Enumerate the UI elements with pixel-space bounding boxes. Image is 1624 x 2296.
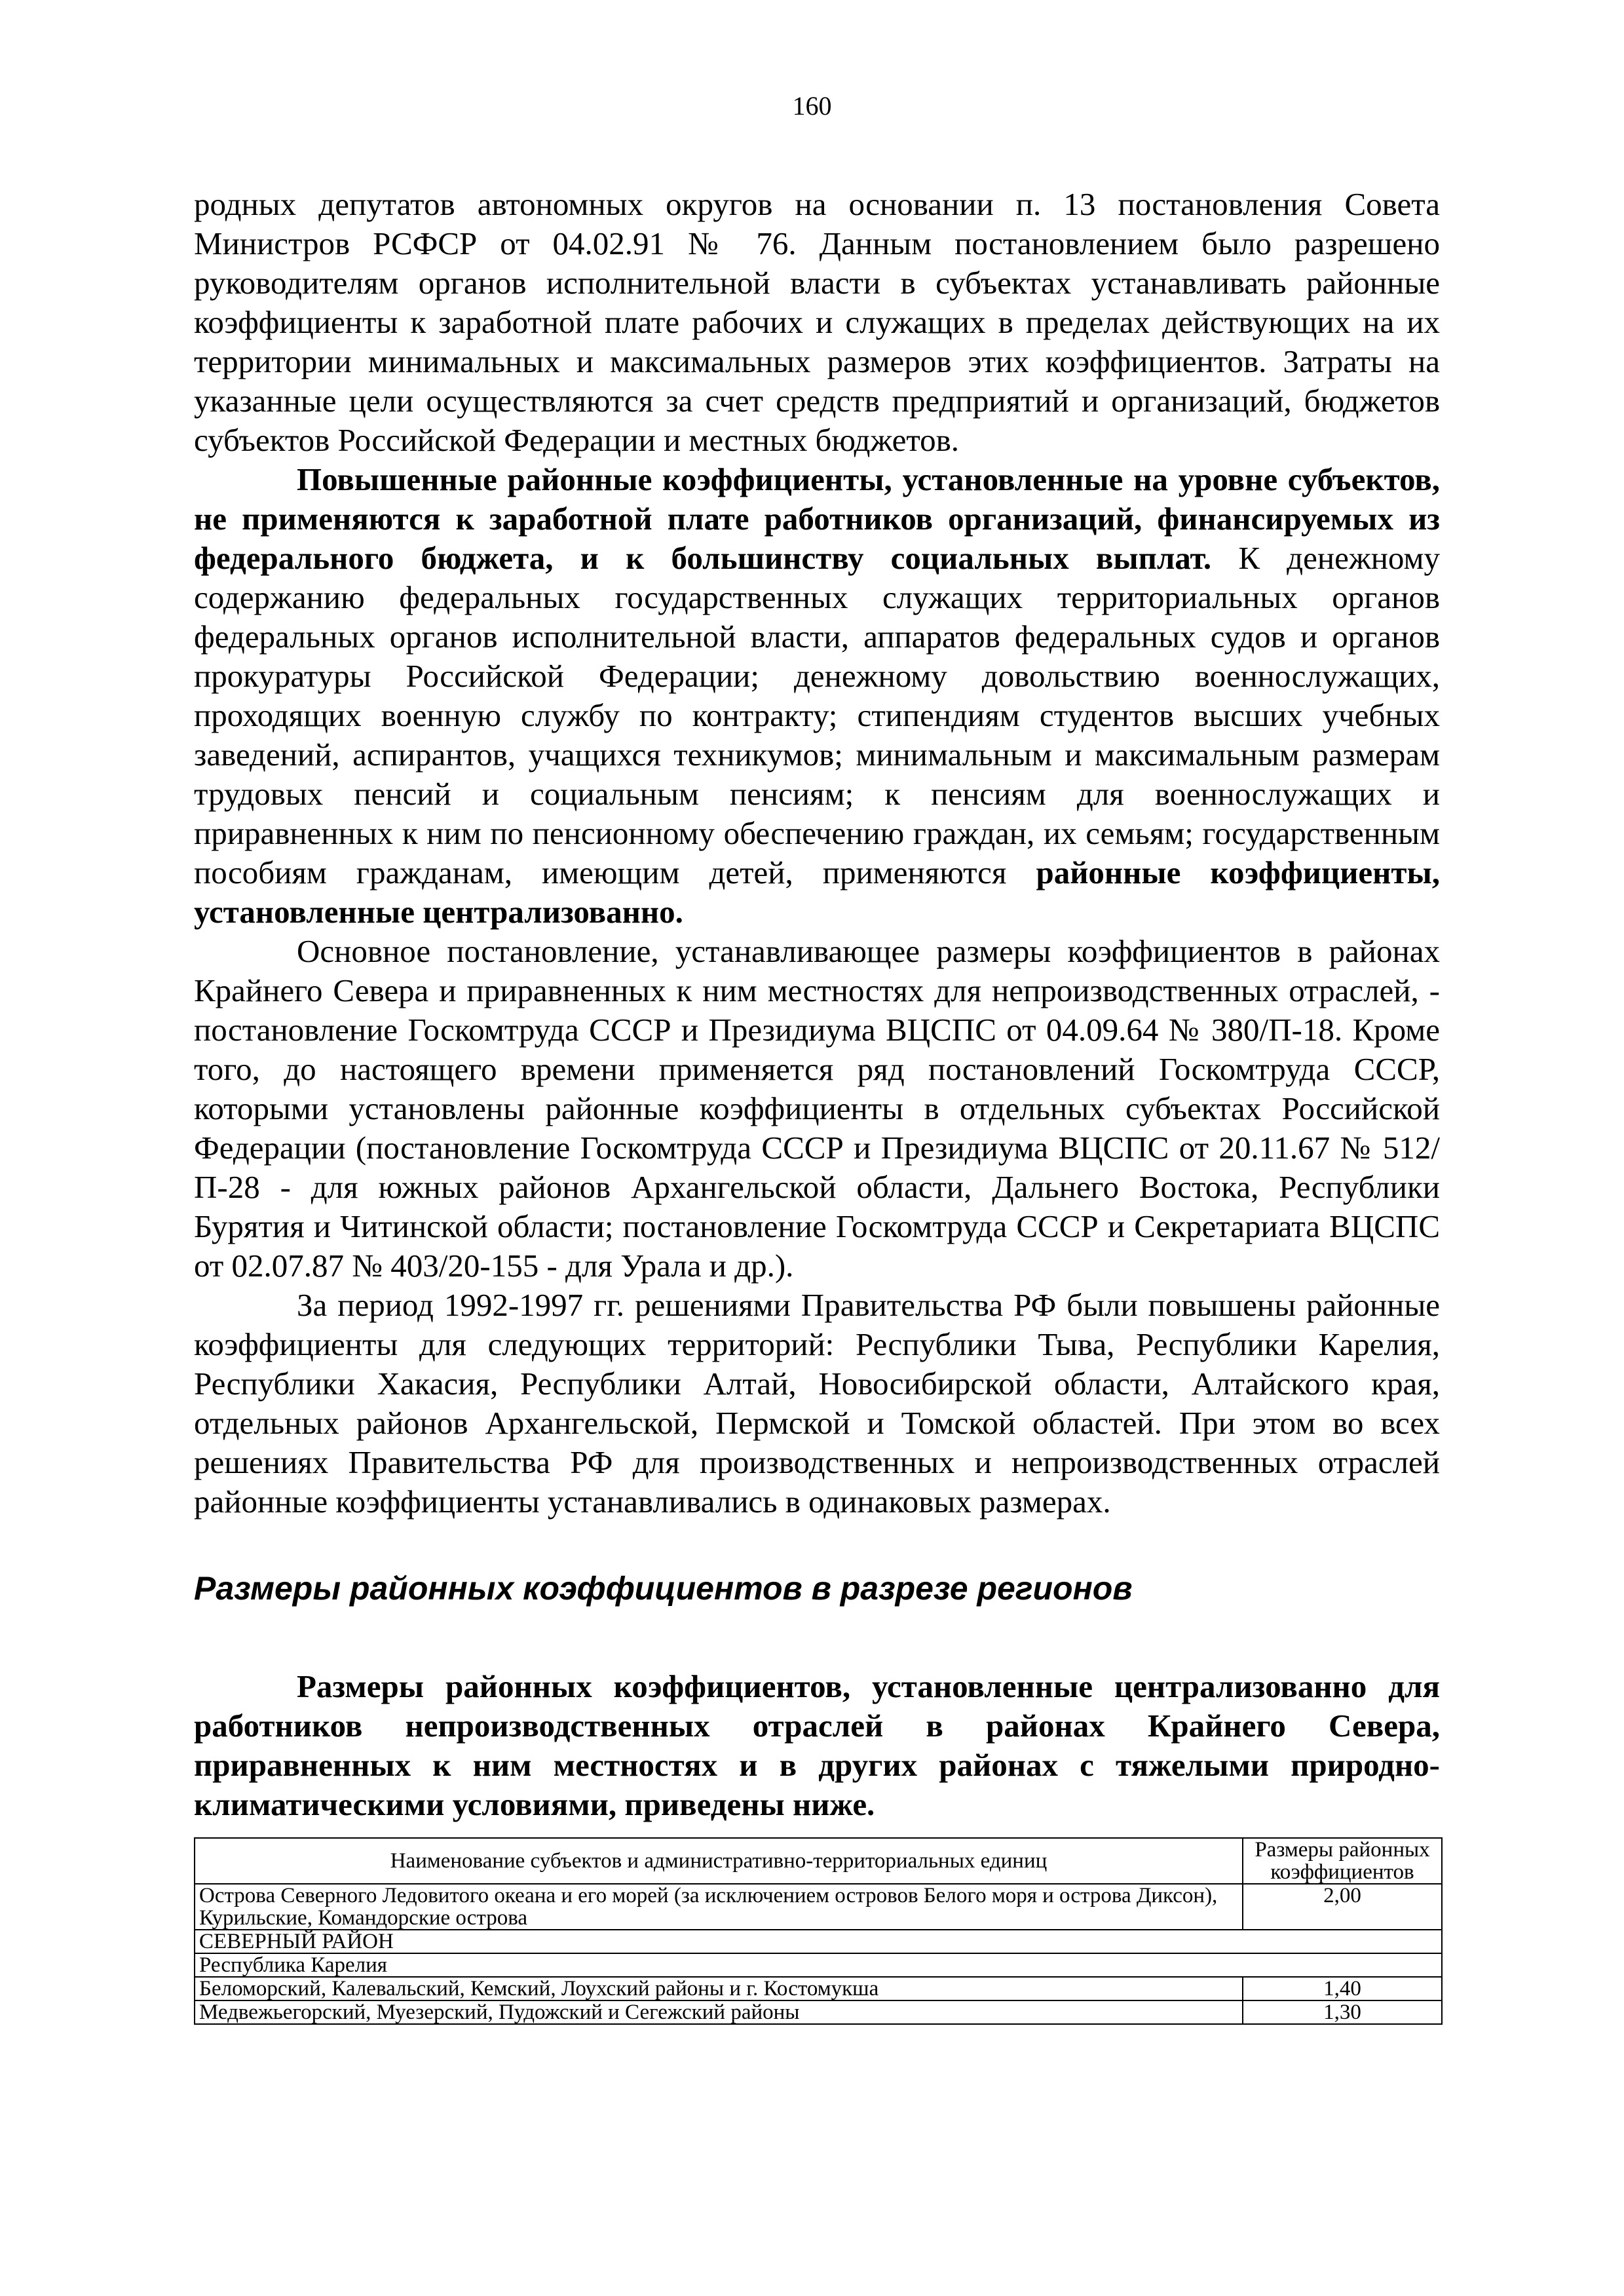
paragraph-2-text: К денежному содержанию федеральных государственных служащих территориальных органов федеральных органов исполнительной власти, аппаратов федеральных судов и органов прокуратуры Российской Федерации; денежному довольствию военнослужащих, проходящих военную службу по контракту; стипендиям студентов высших учебных заведений, аспирантов, учащихся техникумов; минимальным и максимальным размерам трудовых пенсий и социальным пенсиям; к пенсиям для военнослужащих и приравненных к ним по пенсионному обеспечению граждан, их семьям; государственным пособиям гражданам, имеющим детей, применяются (194, 540, 1440, 890)
table-intro: Размеры районных коэффициентов, установленные централизованно для работников непроизводственных отраслей в районах Крайнего Севера, приравненных к ним местностях и в других районах с тяжелыми природно-климатическими условиями, приведены ниже. (194, 1668, 1440, 1822)
body-text (194, 185, 1440, 1521)
page-number: 160 (792, 91, 832, 121)
row-value: 2,00 (1243, 1884, 1442, 1930)
paragraph-3: Основное постановление, устанавливающее размеры коэффициентов в районах Крайнего Севера и приравненных к ним местностях для непроизводственных отраслей, - постановление Госкомтруда СССР и Президиума ВЦСПС от 04.09.64 № 380/П-18. Кроме того, до настоящего времени применяется ряд постановлений Госкомтруда СССР, которыми установлены районные коэффициенты в отдельных субъектах Российской Федерации (постановление Госкомтруда СССР и Президиума ВЦСПС от 20.11.67 № 512/П-28 - для южных районов Архангельской области, Дальнего Востока, Республики Бурятия и Читинской области; постановление Госкомтруда СССР и Секретариата ВЦСПС от 02.07.87 № 403/20-155 - для Урала и др.). (194, 933, 1440, 1284)
table-row (195, 1977, 1442, 2000)
paragraph-2-bold-end: районные коэффициенты, установленные централизованно. (194, 854, 1440, 930)
table-row (195, 2000, 1442, 2024)
table-row (195, 1884, 1442, 1930)
table-header-row (195, 1838, 1442, 1884)
row-name: СЕВЕРНЫЙ РАЙОН (195, 1930, 1243, 1953)
section-heading: Размеры районных коэффициентов в разрезе регионов (194, 1570, 1133, 1607)
table-row (195, 1953, 1442, 1977)
row-name: Острова Северного Ледовитого океана и его морей (за исключением островов Белого моря и острова Диксон), Курильские, Командорские острова (195, 1884, 1243, 1930)
paragraph-2-bold-lead: Повышенные районные коэффициенты, установленные на уровне субъектов, не применяются к заработной плате работников организаций, финансируемых из федерального бюджета, и к большинству социальных выплат. (194, 461, 1440, 576)
row-value (1243, 1930, 1442, 1953)
row-value: 1,40 (1243, 1977, 1442, 2000)
header-value: Размеры районных коэффициентов (1243, 1838, 1442, 1884)
row-name: Республика Карелия (195, 1953, 1243, 1977)
coefficients-table (194, 1837, 1443, 2025)
header-name: Наименование субъектов и административно-территориальных единиц (195, 1838, 1243, 1884)
paragraph-4: За период 1992-1997 гг. решениями Правительства РФ были повышены районные коэффициенты для следующих территорий: Республики Тыва, Республики Карелия, Республики Хакасия, Республики Алтай, Новосибирской области, Алтайского края, отдельных районов Архангельской, Пермской и Томской областей. При этом во всех решениях Правительства РФ для производственных и непроизводственных отраслей районные коэффициенты устанавливались в одинаковых размерах. (194, 1287, 1440, 1520)
row-value: 1,30 (1243, 2000, 1442, 2024)
paragraph-1: родных депутатов автономных округов на основании п. 13 постановления Совета Министров РСФСР от 04.02.91 № 76. Данным постановлением было разрешено руководителям органов исполнительной власти в субъектах устанавливать районные коэффициенты к заработной плате рабочих и служащих в пределах действующих на их территории минимальных и максимальных размеров этих коэффициентов. Затраты на указанные цели осуществляются за счет средств предприятий и организаций, бюджетов субъектов Российской Федерации и местных бюджетов. (194, 186, 1440, 458)
row-value (1243, 1953, 1442, 1977)
row-name: Медвежьегорский, Муезерский, Пудожский и Сегежский районы (195, 2000, 1243, 2024)
paragraph-2 (194, 460, 1440, 932)
row-name: Беломорский, Калевальский, Кемский, Лоухский районы и г. Костомукша (195, 1977, 1243, 2000)
table-row (195, 1930, 1442, 1953)
